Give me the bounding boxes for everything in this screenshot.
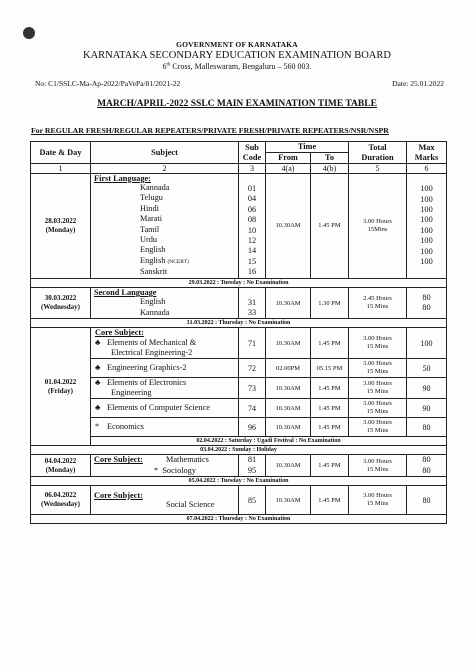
- col-total-duration: Total Duration: [349, 142, 407, 164]
- time-to: 1.30 PM: [311, 287, 349, 319]
- col-number: 3: [239, 164, 266, 174]
- subject-name: * Sociology: [154, 465, 196, 475]
- subject-name: Telugu: [140, 193, 163, 203]
- subject-name: Mathematics: [166, 455, 209, 465]
- col-sub-code: Sub Code: [239, 142, 266, 164]
- code-cell: 31 33: [239, 287, 266, 319]
- time-to: 1.45 PM: [311, 328, 349, 359]
- time-to: 1.45 PM: [311, 486, 349, 515]
- time-from: 10.30AM: [266, 287, 311, 319]
- col-number: 5: [349, 164, 407, 174]
- code-cell: 01 04 06 08 10 12 14 15 16: [239, 174, 266, 279]
- subject-cell: ♣ Engineering Graphics-2: [91, 359, 239, 378]
- subject-cell: ♣ Elements of Electronics Engineering: [91, 378, 239, 399]
- col-max-marks: Max Marks: [407, 142, 447, 164]
- time-from: 10.30AM: [266, 455, 311, 477]
- duration: 3.00 Hours 15 Mins: [349, 455, 407, 477]
- time-from: 10.30AM: [266, 174, 311, 279]
- timetable: [30, 141, 447, 524]
- section-heading: Second Language: [94, 288, 157, 298]
- holiday-note: 03.04.2022 : Sunday : Holiday: [31, 446, 447, 455]
- max-marks: 80: [407, 486, 447, 515]
- subject-name: English: [140, 297, 166, 307]
- max-marks: 80 80: [407, 455, 447, 477]
- time-to: 1.45 PM: [311, 174, 349, 279]
- max-marks: 100 100 100 100 100 100 100 100: [407, 174, 447, 279]
- no-exam-note: 07.04.2022 : Thursday : No Examination: [31, 515, 447, 524]
- punch-hole: [23, 27, 35, 39]
- code-cell: 73: [239, 378, 266, 399]
- subject-cell: [91, 486, 239, 515]
- col-date-day: Date & Day: [31, 142, 91, 164]
- subject-name: Kannada: [140, 183, 170, 192]
- time-from: 10.30AM: [266, 378, 311, 399]
- col-number: 4(a): [266, 164, 311, 174]
- subject-name: Kannada: [140, 307, 170, 317]
- max-marks: 80 80: [407, 287, 447, 319]
- time-to: 1.45 PM: [311, 455, 349, 477]
- subject-cell: [91, 455, 239, 477]
- time-from: 10.30AM: [266, 418, 311, 437]
- max-marks: 80: [407, 418, 447, 437]
- col-number: 6: [407, 164, 447, 174]
- time-to: 05.15 PM: [311, 359, 349, 378]
- col-number: 1: [31, 164, 91, 174]
- exam-date-cell: 28.03.2022 (Monday): [31, 174, 91, 279]
- time-from: 02.00PM: [266, 359, 311, 378]
- subject-cell: Core Subject: ♣ Elements of Mechanical & Electrical Engineering-2: [91, 328, 239, 359]
- subject-cell: ♣ Elements of Computer Science: [91, 399, 239, 418]
- code-cell: 81 95: [239, 455, 266, 477]
- exam-date-cell: 04.04.2022 (Monday): [31, 455, 91, 477]
- col-number: 4(b): [311, 164, 349, 174]
- max-marks: 100: [407, 328, 447, 359]
- exam-date-cell: 01.04.2022 (Friday): [31, 328, 91, 446]
- subject-cell: [91, 174, 239, 279]
- subject-name: Tamil: [140, 224, 160, 234]
- col-number: 2: [91, 164, 239, 174]
- max-marks: 50: [407, 359, 447, 378]
- subject-name: Marati: [140, 214, 163, 224]
- no-exam-note: 29.03.2022 : Tuesday : No Examination: [31, 278, 447, 287]
- code-cell: 85: [239, 486, 266, 515]
- candidate-scope: For REGULAR FRESH/REGULAR REPEATERS/PRIVATE FRESH/PRIVATE REPEATERS/NSR/NSPR: [31, 126, 389, 135]
- exam-date-cell: 30.03.2022 (Wednesday): [31, 287, 91, 319]
- reference-number: No: C1/SSLC-Ma-Ap-2022/PaVePa/81/2021-22: [35, 79, 181, 88]
- code-cell: 96: [239, 418, 266, 437]
- code-cell: 71: [239, 328, 266, 359]
- subject-name: English: [140, 245, 166, 255]
- duration: 2.45 Hours 15 Mins: [349, 287, 407, 319]
- code-cell: 72: [239, 359, 266, 378]
- duration: 3.00 Hours 15 Mins: [349, 399, 407, 418]
- page-title: MARCH/APRIL-2022 SSLC MAIN EXAMINATION TIME TABLE: [97, 99, 377, 109]
- board-name: KARNATAKA SECONDARY EDUCATION EXAMINATION BOARD: [83, 50, 391, 61]
- section-heading: Core Subject:: [94, 490, 143, 500]
- time-from: 10.30AM: [266, 399, 311, 418]
- subject-cell: [91, 287, 239, 319]
- subject-name: Hindi: [140, 203, 159, 213]
- max-marks: 90: [407, 378, 447, 399]
- time-to: 1.45 PM: [311, 399, 349, 418]
- section-heading: First Language:: [94, 174, 151, 183]
- time-to: 1.45 PM: [311, 378, 349, 399]
- subject-name: Urdu: [140, 235, 158, 245]
- no-exam-note: 02.04.2022 : Saturday : Ugadi Festival : No Examination: [91, 437, 447, 446]
- duration: 3.00 Hours 15 Mins: [349, 486, 407, 515]
- no-exam-note: 31.03.2022 : Thursday : No Examination: [31, 319, 447, 328]
- subject-name: Social Science: [166, 499, 215, 509]
- section-heading: Core Subject:: [94, 455, 143, 465]
- duration: 3.00 Hours 15 Mins: [349, 418, 407, 437]
- col-subject: Subject: [91, 142, 239, 164]
- duration: 3.00 Hours 15 Mins: [349, 328, 407, 359]
- time-from: 10.30AM: [266, 328, 311, 359]
- col-from: From: [266, 153, 311, 164]
- code-cell: 74: [239, 399, 266, 418]
- subject-name: Sanskrit: [140, 267, 168, 277]
- max-marks: 90: [407, 399, 447, 418]
- col-time: Time: [266, 142, 349, 153]
- duration: 3.00 Hours 15 Mins: [349, 378, 407, 399]
- document-date: Date: 25.01.2022: [392, 79, 444, 88]
- exam-date-cell: 06.04.2022 (Wednesday): [31, 486, 91, 515]
- duration: 3.00 Hours 15 Mins: [349, 359, 407, 378]
- no-exam-note: 05.04.2022 : Tuesday : No Examination: [31, 477, 447, 486]
- board-address: 6th Cross, Malleswaram, Bengaluru – 560 003.: [162, 62, 312, 71]
- col-to: To: [311, 153, 349, 164]
- duration: 3.00 Hours 15Mins: [349, 174, 407, 279]
- time-to: 1.45 PM: [311, 418, 349, 437]
- subject-name: English (NCERT): [140, 255, 189, 265]
- government-heading: GOVERNMENT OF KARNATAKA: [176, 40, 298, 49]
- time-from: 10.30AM: [266, 486, 311, 515]
- subject-cell: * Economics: [91, 418, 239, 437]
